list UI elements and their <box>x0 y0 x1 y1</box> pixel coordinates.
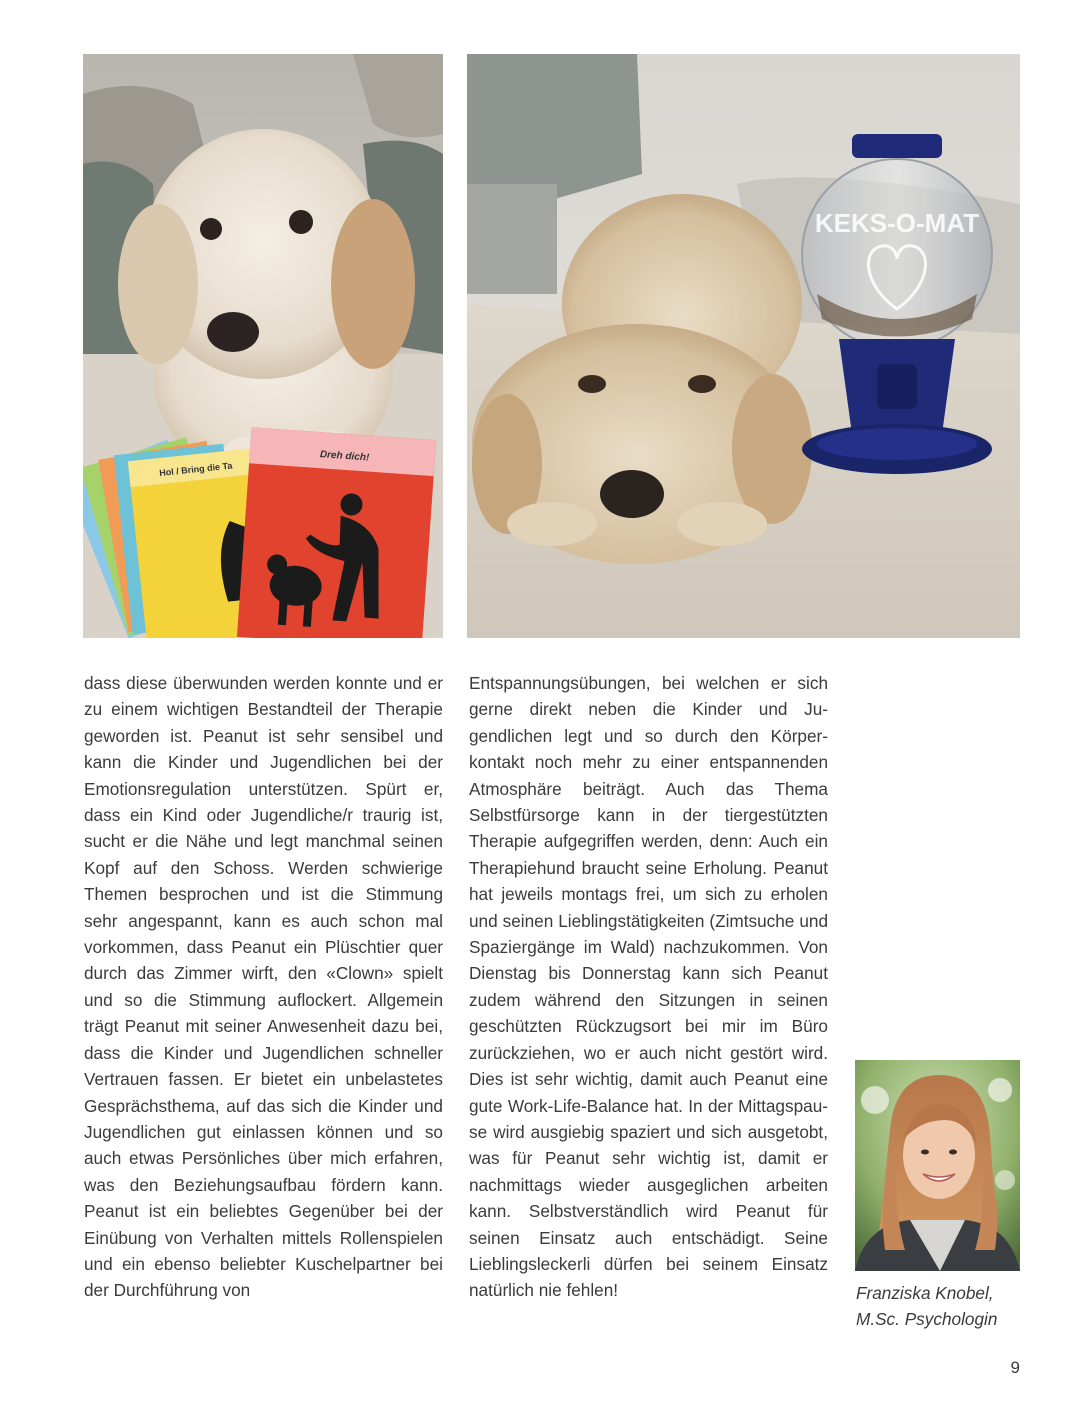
author-portrait-photo <box>855 1060 1020 1271</box>
dog-with-treat-dispenser-photo <box>467 54 1020 638</box>
article-paragraph-left: dass diese überwunden werden konnte und er zu einem wichtigen Bestandteil der Therapie geworden ist. Peanut ist sehr sensibel und kann die Kinder und Jugendlichen bei der Emotionsregulation unterstützen. Spürt er, dass ein Kind oder Jugendliche/r traurig ist, sucht er die Nähe und legt manchmal seinen Kopf auf den Schoss. Werden schwierige Themen besprochen und ist die Stimmung sehr angespannt, kann es auch schon mal vorkommen, dass Peanut ein Plüschtier quer durch das Zimmer wirft, den «Clown» spielt und so die Stimmung auflockert. Allgemein trägt Peanut mit seiner Anwesenheit dazu bei, dass die Kinder und Jugendlichen schneller Vertrauen fassen. Er bietet ein unbelastetes Gesprächsthema, auf das sich die Kinder und Jugendlichen gut einlassen können und so auch etwas Persönliches über mich erfahren, was den Beziehungsaufbau fördern kann. Peanut ist ein beliebtes Gegenüber bei der Einübung von Verhalten mittels Rollenspielen und ein ebenso beliebter Kuschelpartner bei der Durchführung von <box>84 673 443 1301</box>
dispenser-label: KEKS-O-MAT <box>814 208 980 238</box>
author-title: M.Sc. Psychologin <box>856 1309 998 1329</box>
card-yellow-text: Hol / Bring die Ta <box>158 460 233 479</box>
author-name: Franziska Knobel, <box>856 1283 994 1303</box>
dog-with-cards-photo <box>83 54 443 638</box>
card-red-text: Dreh dich! <box>319 449 370 464</box>
article-paragraph-right: Entspannungsübungen, bei welchen er sich gerne direkt neben die Kinder und Jugendlichen legt und so durch den Körperkontakt noch mehr zu einer entspannenden Atmosphäre beiträgt. Auch das Thema Selbstfürsorge kann in der tiergestützten Therapie aufgegriffen werden, denn: Auch ein Therapiehund braucht seine Erholung. Peanut hat jeweils montags frei, um sich zu erholen und seinen Lieblingstätigkeiten (Zimtsuche und Spaziergänge im Wald) nachzukommen. Von Dienstag bis Donnerstag kann sich Peanut zudem während den Sitzungen in seinen geschützten Rückzugsort bei mir im Büro zurückziehen, wo er auch nicht gestört wird. Dies ist sehr wichtig, damit auch Peanut eine gute Work-Life-Balance hat. In der Mittagspause wird ausgiebig spaziert und sich ausgetobt, was für Peanut sehr wichtig ist, damit er nachmittags wieder ausgeglichen arbeiten kann. Selbstverständlich wird Peanut für seinen Einsatz auch entschädigt. Seine Lieblingsleckerli dürfen bei seinem Einsatz natürlich nie fehlen! <box>469 673 828 1301</box>
article-text-right-column <box>469 670 828 1304</box>
author-caption <box>856 1280 1056 1332</box>
article-text-left-column <box>84 670 443 1304</box>
page-number: 9 <box>1010 1358 1020 1377</box>
